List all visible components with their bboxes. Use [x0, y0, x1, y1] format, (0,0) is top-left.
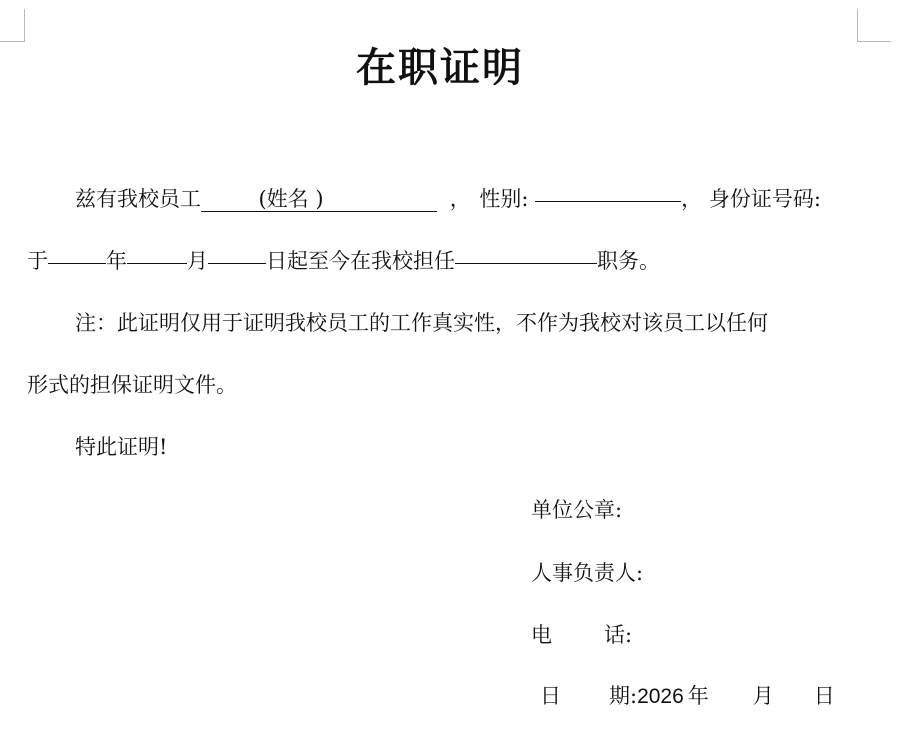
day-blank[interactable]: [208, 241, 266, 264]
name-blank[interactable]: [201, 187, 437, 212]
date-line: [540, 681, 835, 712]
para1-sep: ，: [449, 187, 471, 211]
para2-prefix: 于: [27, 249, 48, 273]
para2-suffix: 职务。: [597, 249, 660, 273]
para1-prefix: 兹有我校员工: [75, 187, 201, 211]
page-corner-marker-top-right: [857, 9, 891, 42]
document-title: 在职证明: [356, 45, 524, 91]
date-char-2: 期:: [609, 684, 638, 708]
closing-text: 特此证明!: [75, 435, 168, 459]
name-hint: (姓名 ): [258, 187, 324, 211]
id-label: 身份证号码:: [708, 187, 821, 211]
month-blank[interactable]: [127, 241, 187, 264]
note-line-1: 注：此证明仅用于证明我校员工的工作真实性，不作为我校对该员工以任何: [75, 311, 768, 335]
year-label: 年: [106, 249, 127, 273]
position-blank[interactable]: [455, 241, 597, 264]
paragraph-date-line: [27, 245, 660, 276]
hr-label: 人事负责人:: [531, 561, 644, 585]
year-blank[interactable]: [48, 241, 106, 264]
paragraph-employee-line: [75, 183, 821, 214]
date-char-1: 日: [540, 684, 561, 708]
date-month-unit: 月: [752, 684, 774, 708]
date-year: 2026: [637, 685, 684, 708]
seal-label: 单位公章:: [531, 498, 623, 522]
phone-label: [531, 620, 632, 650]
page-corner-marker-top-left: [0, 9, 25, 42]
phone-char-1: 电: [531, 623, 552, 647]
gender-blank[interactable]: [535, 179, 681, 202]
date-day-unit: 日: [813, 684, 835, 708]
phone-char-2: 话:: [604, 623, 633, 647]
gender-label: 性别:: [479, 187, 529, 211]
day-text: 日起至今在我校担任: [266, 249, 455, 273]
date-year-unit: 年: [687, 684, 709, 708]
para1-comma: ，: [681, 187, 703, 211]
note-line-2: 形式的担保证明文件。: [27, 373, 237, 397]
month-label: 月: [187, 249, 208, 273]
